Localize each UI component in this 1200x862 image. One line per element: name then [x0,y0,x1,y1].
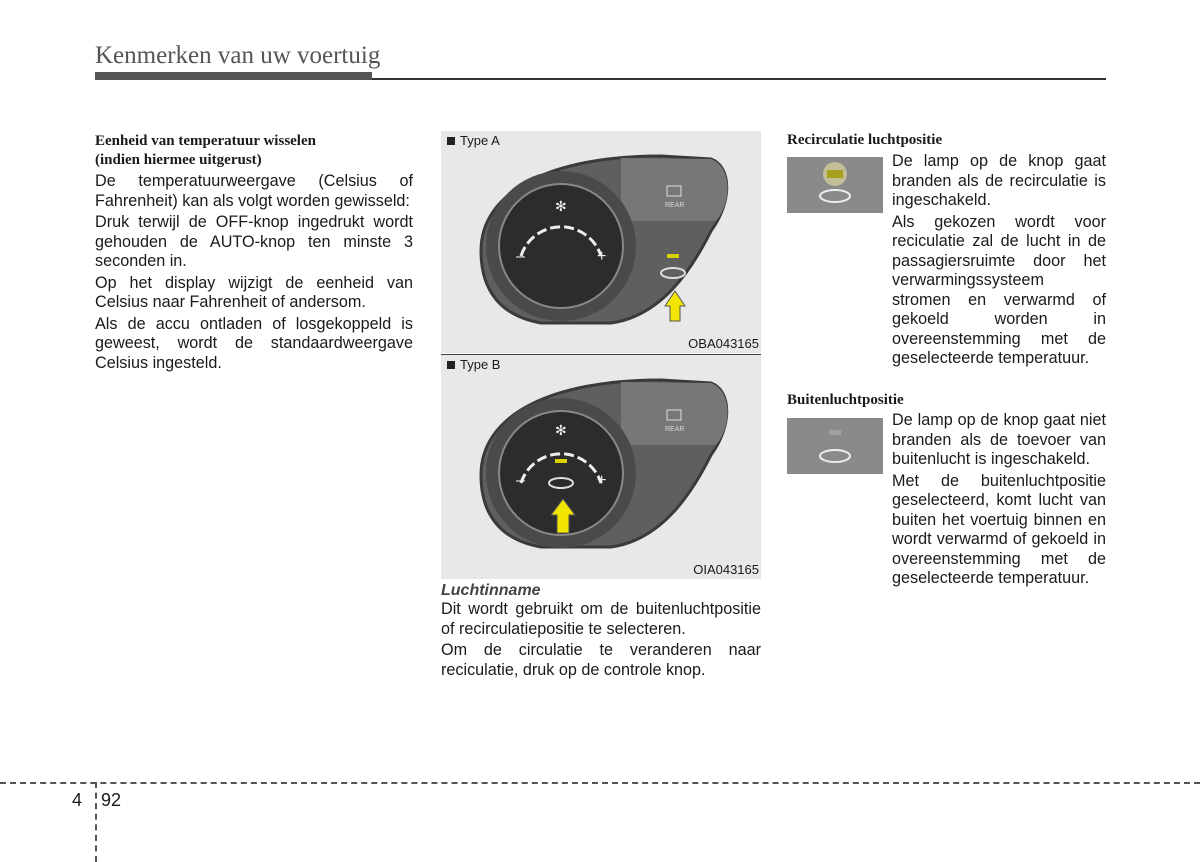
paragraph: De temperatuurweergave (Celsius of Fahrenheit) kan als volgt worden gewisseld: [95,172,413,210]
paragraph: De lamp op de knop gaat niet branden als de toevoer van buitenlucht is ingeschakeld. [892,411,1106,468]
figure-label: Type B [447,357,500,372]
outside-air-indicator-image [787,418,883,474]
section-heading-sub: (indien hiermee uitgerust) [95,152,262,168]
paragraph: Als gekozen wordt voor reciculatie zal de lucht in de passagiersruimte door het verwarmingssysteem stromen en verwarmd of gekoeld worden in overeenstemming met de geselecteerde temperatuur. [892,212,1106,367]
chapter-number: 4 [72,790,83,810]
footer-rule [0,782,1200,784]
section-heading: Eenheid van temperatuur wisselen [95,133,316,149]
paragraph: Op het display wijzigt de eenheid van Celsius naar Fahrenheit of andersom. [95,273,413,311]
outside-air-heading: Buitenluchtpositie [787,392,904,408]
svg-text:REAR: REAR [665,202,685,209]
climate-knob-illustration [441,131,761,353]
footer-divider [95,782,97,862]
air-intake-section [441,582,761,682]
recirculation-text [892,152,1106,371]
paragraph: Met de buitenluchtpositie geselecteerd, komt lucht van buiten het voertuig binnen en wordt verwarmd of gekoeld in overeenstemming met de geselecteerde temperatuur. [892,471,1106,587]
paragraph: Druk terwijl de OFF-knop ingedrukt wordt gehouden de AUTO-knop ten minste 3 seconden in. [95,213,413,270]
figure-label: Type A [447,133,500,148]
subheading: Luchtinname [441,582,541,599]
climate-knob-illustration [441,355,761,579]
page-number: 92 [101,790,122,810]
svg-text:REAR: REAR [665,426,685,433]
svg-text:✻: ✻ [555,422,567,438]
paragraph: Om de circulatie te veranderen naar reciculatie, druk op de controle knop. [441,641,761,679]
figure-type-b [441,354,761,579]
paragraph: Als de accu ontladen of losgekoppeld is geweest, wordt de standaardweergave Celsius ingesteld. [95,314,413,372]
svg-text:+: + [597,248,607,265]
paragraph: De lamp op de knop gaat branden als de recirculatie is ingeschakeld. [892,152,1106,209]
figure-code: OIA043165 [693,562,759,577]
recirculation-indicator-image [787,157,883,213]
svg-text:–: – [516,472,525,489]
outside-air-text [892,411,1106,591]
svg-text:+: + [597,472,607,489]
temperature-unit-section [95,132,413,375]
figure-type-a [441,131,761,353]
header-rule [372,78,1106,80]
page-title: Kenmerken van uw voertuig [95,42,381,69]
svg-text:–: – [516,248,525,265]
recirculation-heading: Recirculatie luchtpositie [787,132,943,148]
paragraph: Dit wordt gebruikt om de buitenluchtpositie of recirculatiepositie te selecteren. [441,600,761,638]
svg-text:✻: ✻ [555,198,567,214]
header-bar [95,72,372,80]
figure-code: OBA043165 [688,336,759,351]
